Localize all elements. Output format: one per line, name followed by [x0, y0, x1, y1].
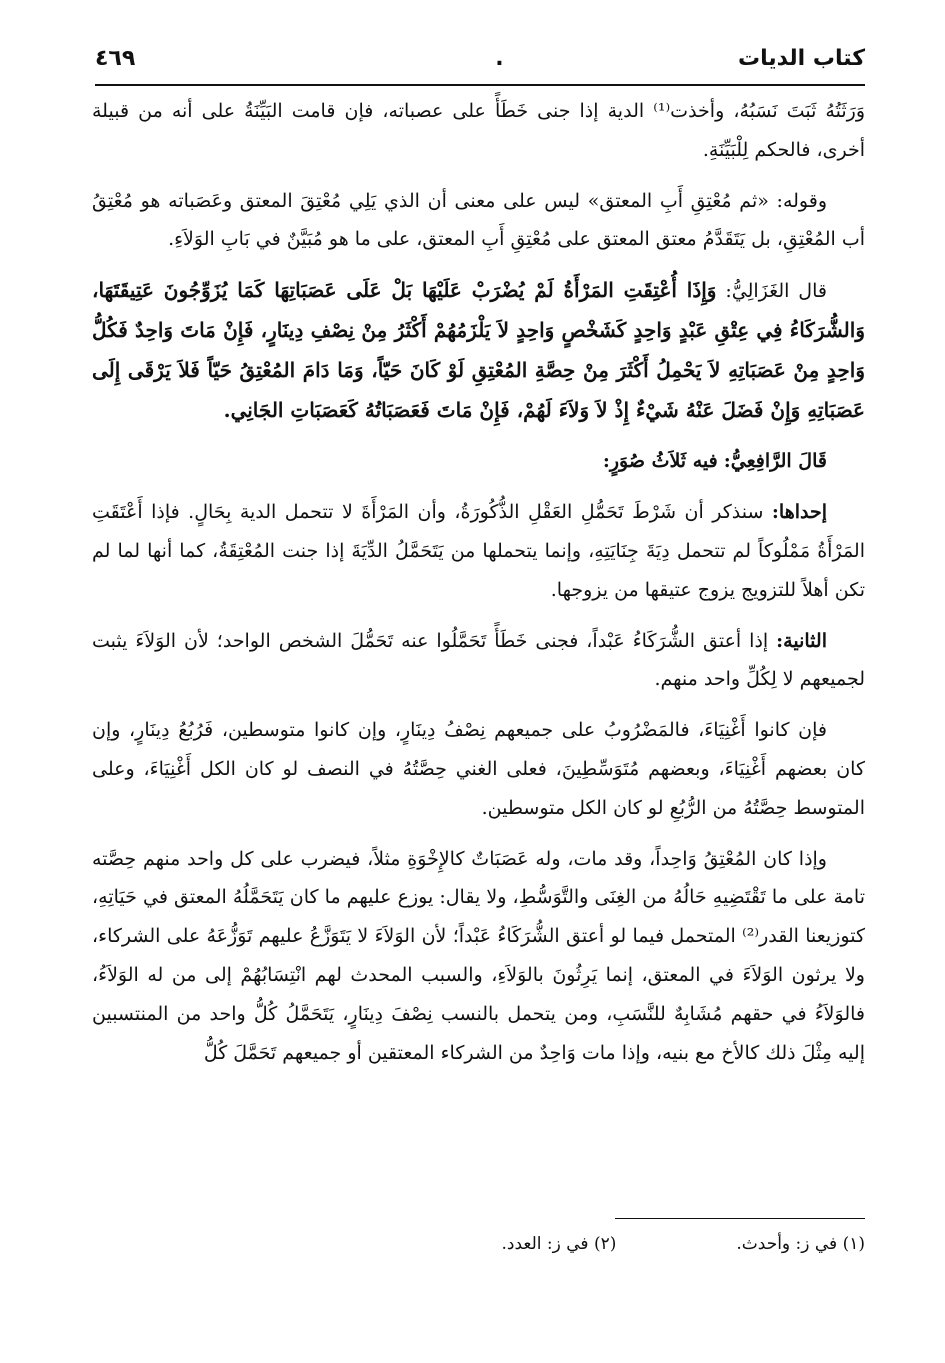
footnote-1: (١) في ز: وأحدث.: [736, 1234, 865, 1254]
footnote-2: (٢) في ز: العدد.: [501, 1234, 617, 1254]
rafii-text: فيه ثَلاَثُ صُوَرٍ:: [602, 450, 718, 473]
page-number: ٤٦٩: [95, 45, 136, 71]
paragraph-second-case: [92, 622, 865, 700]
second-case-lead: الثانية:: [776, 629, 827, 652]
book-title: كتاب الديات: [738, 45, 865, 71]
footnote-rule: [615, 1218, 865, 1219]
paragraph-ghazali: [92, 271, 865, 430]
paragraph-first-case: [92, 493, 865, 609]
first-case-text: سنذكر أن شَرْطَ تَحَمُّلِ العَقْلِ الذُّكُورَةُ، وأن المَرْأَةَ لا تتحمل الدية بِحَالٍ. فإذا أَعْتَقَتِ المَرْأَةُ مَمْلُوكاً لم تتحمل دِيَةَ جِنَايَتِهِ، وإنما يتحملها من يَتَحَمَّلُ الدِّيَةَ إذا جنت المُعْتِقَةُ، كما أنها لما لم تكن أهلاً للتزويج يزوج عتيقها من يزوجها.: [92, 501, 865, 601]
ghazali-lead: قال الغَزَالِيُّ:: [725, 280, 827, 303]
ghazali-quote: وَإِذَا أُعْتِقَتِ المَرْأَةُ لَمْ يُضْرَبْ عَلَيْهَا بَلْ عَلَى عَصَبَاتِهَا كَمَا يُزَوِّجُونَ عَتِيقَتَهَا، وَالشُّرَكَاءُ فِي عِتْقِ عَبْدٍ وَاحِدٍ كَشَخْصٍ وَاحِدٍ لاَ يَلْزَمُهُمْ أَكْثَرُ مِنْ نِصْفِ دِينَارٍ، فَإِنْ مَاتَ وَاحِدٌ فَكُلُّ وَاحِدٍ مِنْ عَصَبَاتِهِ لاَ يَحْمِلُ أَكْثَرَ مِنْ حِصَّةِ المُعْتِقِ لَوْ كَانَ حَيّاً، وَمَا دَامَ المُعْتِقُ حَيّاً فَلاَ يَرْقَى إِلَى عَصَبَاتِهِ وَإِنْ فَضَلَ عَنْهُ شَيْءٌ إِذْ لاَ وَلاَءَ لَهُمْ، فَإِنْ مَاتَ فَعَصَبَاتُهُ كَعَصَبَاتِ الجَانِي.: [92, 278, 865, 422]
running-head: [95, 38, 865, 78]
header-rule: [95, 84, 865, 86]
paragraph-2: وقوله: «ثم مُعْتِقِ أَبِ المعتق» ليس على معنى أن الذي يَلِي مُعْتِقَ المعتق وعَصَباته هو مُعْتِقُ أب المُعْتِقِ، بل يَتَقَدَّمُ معتق المعتق على مُعْتِقِ أَبِ المعتق، على ما هو مُبَيَّنٌ في بَابِ الوَلاَءِ.: [92, 189, 865, 251]
first-case-lead: إحداها:: [771, 501, 827, 524]
second-case-text: إذا أعتق الشُّرَكَاءُ عَبْداً، فجنى خَطَأً تَحَمَّلُوا عنه تَحَمُّلَ الشخص الواحد؛ لأن الوَلاَءَ يثبت لجميعهم لا لِكُلِّ واحد منهم.: [92, 629, 865, 691]
paragraph-rafii: [92, 442, 865, 481]
header-dot: .: [495, 45, 504, 71]
main-text: [92, 92, 865, 1084]
paragraph-7: فإن كانوا أَغْنِيَاءَ، فالمَضْرُوبُ على جميعهم نِصْفُ دِينَارٍ، وإن كانوا متوسطين، فَرُبُعُ دِينَارٍ، وإن كان بعضهم أَغْنِيَاءَ، وبعضهم مُتَوَسِّطِينَ، فعلى الغني حِصَّتُهُ في النصف لو كان الكل أَغْنِيَاءَ، وعلى المتوسط حِصَّتُهُ من الرُّبُعِ لو كان الكل متوسطين.: [92, 719, 865, 819]
footnotes: [95, 1234, 865, 1254]
rafii-lead: قَالَ الرَّافِعِيُّ:: [723, 450, 827, 473]
paragraph-1: وَرَثَتُهُ ثَبَتَ نَسَبُهُ، وأخذت⁽¹⁾ الدية إذا جنى خَطَأً على عصباته، فإن قامت البَيِّنَةُ على أنه من قبيلة أخرى، فالحكم لِلْبَيِّنَةِ.: [92, 100, 865, 161]
paragraph-8: وإذا كان المُعْتِقُ وَاحِداً، وقد مات، وله عَصَبَاتٌ كالإِخْوَةِ مثلاً، فيضرب على كل واحد منهم حِصَّته تامة على ما تَقْتَضِيهِ حَالُهُ من الغِنَى والتَّوَسُّطِ، ولا يقال: يوزع عليهم ما كان يَتَحَمَّلُهُ المعتق في حَيَاتِهِ، كتوزيعنا القدر⁽²⁾ المتحمل فيما لو أعتق الشُّرَكَاءُ عَبْداً؛ لأن الوَلاَءَ لا يَتَوَزَّعُ عليهم تَوَزُّعَهُ على الشركاء، ولا يرثون الوَلاَءَ في المعتق، إنما يَرِثُونَ بالوَلاَءِ، والسبب المحدث لهم انْتِسَابُهُمْ إلى من له الوَلاَءُ، فالوَلاَءُ في حقهم مُشَابِهٌ للنَّسَبِ، ومن يتحمل بالنسب نِصْفَ دِينَارٍ، يَتَحَمَّلُ كُلُّ واحد من المنتسبين إليه مِثْلَ ذلك كالأخ مع بنيه، وإذا مات وَاحِدٌ من الشركاء المعتقين أو جميعهم تَحَمَّلَ كُلُّ: [92, 847, 865, 1064]
